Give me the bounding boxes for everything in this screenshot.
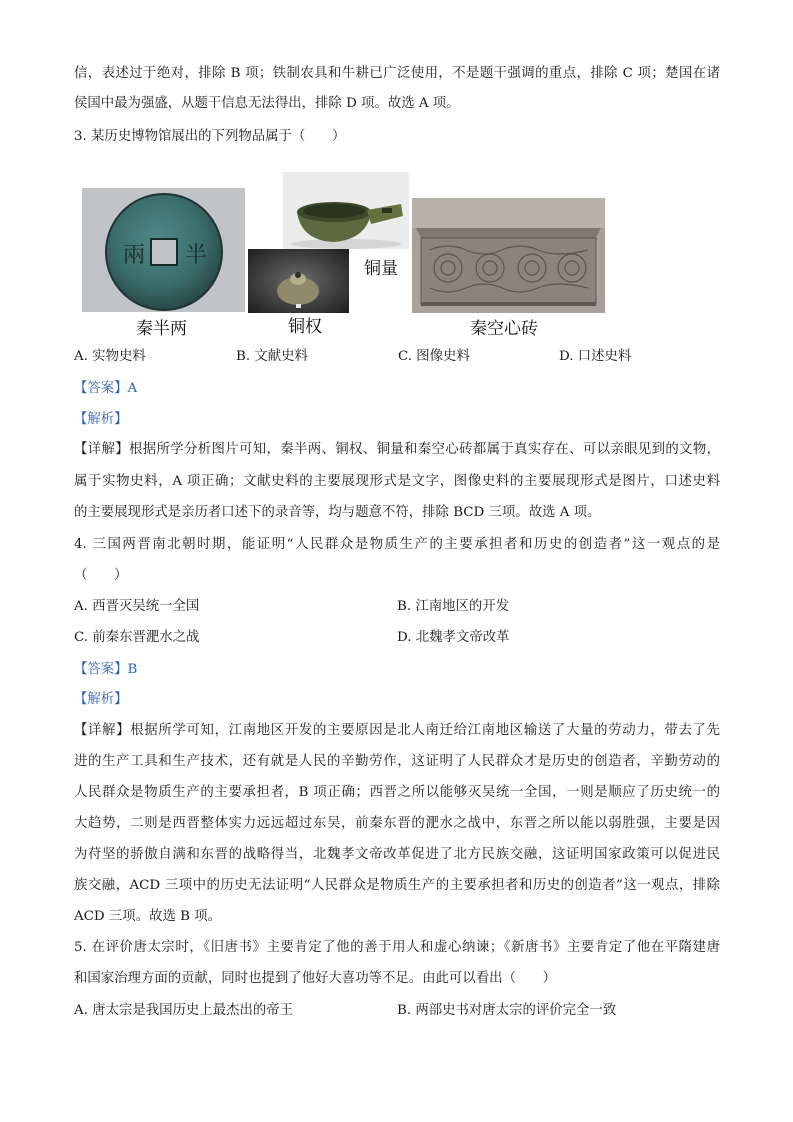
question-4-stem-cont: （ ） <box>74 568 128 583</box>
coin-glyph-left: 兩 <box>122 243 146 268</box>
q4-analysis-label: 【解析】 <box>74 692 128 707</box>
coin-glyph-right: 半 <box>184 243 208 268</box>
q3-detail-line: 的主要展现形式是亲历者口述下的录音等，均与题意不符，排除 BCD 三项。故选 A 项。 <box>74 505 601 520</box>
caption-measure: 铜量 <box>364 259 398 279</box>
q3-detail-line: 【详解】根据所学分析图片可知，秦半两、铜权、铜量和秦空心砖都属于真实存在、可以亲眼见到的文物， <box>74 442 720 457</box>
q5-option-b: B. 两部史书对唐太宗的评价完全一致 <box>397 1003 617 1018</box>
q4-detail-line: 【详解】根据所学可知，江南地区开发的主要原因是北人南迁给江南地区输送了大量的劳动力，带去了先 <box>74 723 720 738</box>
brick-image <box>412 198 605 313</box>
q3-option-d: D. 口述史料 <box>559 349 632 364</box>
coin-square-hole <box>151 239 177 265</box>
q4-detail-line: 大趋势，二则是西晋整体实力远远超过东吴，前秦东晋的淝水之战中，东晋之所以能以弱胜强，主要是因 <box>74 816 720 831</box>
q4-option-a: A. 西晋灭吴统一全国 <box>74 599 200 614</box>
q3-answer: 【答案】A <box>74 381 138 396</box>
question-5-stem-cont: 和国家治理方面的贡献，同时也提到了他好大喜功等不足。由此可以看出（ ） <box>74 971 557 986</box>
q4-detail-line: 进的生产工具和生产技术，还有就是人民的辛勤劳作，这证明了人民群众才是历史的创造者，辛勤劳动的 <box>74 754 720 769</box>
q4-answer: 【答案】B <box>74 662 138 677</box>
q4-detail-line: ACD 三项。故选 B 项。 <box>74 909 221 924</box>
q4-detail-line: 为苻坚的骄傲自满和东晋的战略得当，北魏孝文帝改革促进了北方民族交融，这证明国家政策可以促进民 <box>74 847 720 862</box>
q3-option-a: A. 实物史料 <box>74 349 146 364</box>
q4-option-d: D. 北魏孝文帝改革 <box>397 630 510 645</box>
coin-image <box>82 188 245 312</box>
question-4-stem: 4. 三国两晋南北朝时期，能证明“人民群众是物质生产的主要承担者和历史的创造者”这一观点的是 <box>74 537 720 552</box>
q4-detail-line: 族交融，ACD 三项中的历史无法证明“人民群众是物质生产的主要承担者和历史的创造者”这一观点，排除 <box>74 878 720 893</box>
q4-option-b: B. 江南地区的开发 <box>397 599 510 614</box>
q3-analysis-label: 【解析】 <box>74 412 128 427</box>
q3-option-c: C. 图像史料 <box>398 349 470 364</box>
caption-coin: 秦半两 <box>136 319 187 339</box>
question-3-stem: 3. 某历史博物馆展出的下列物品属于（ ） <box>74 129 346 144</box>
q5-option-a: A. 唐太宗是我国历史上最杰出的帝王 <box>74 1003 294 1018</box>
q3-option-b: B. 文献史料 <box>236 349 308 364</box>
question-5-stem: 5. 在评价唐太宗时，《旧唐书》主要肯定了他的善于用人和虚心纳谏；《新唐书》主要肯定了他在平隋建唐 <box>74 940 720 955</box>
caption-weight: 铜权 <box>288 317 322 337</box>
brick-top <box>416 228 601 238</box>
caption-brick: 秦空心砖 <box>470 319 538 339</box>
q3-detail-line: 属于实物史料，A 项正确；文献史料的主要展现形式是文字，图像史料的主要展现形式是图片，口述史料 <box>74 474 720 489</box>
paragraph-line: 侯国中最为强盛，从题干信息无法得出，排除 D 项。故选 A 项。 <box>74 96 460 111</box>
paragraph-line: 信，表述过于绝对，排除 B 项；铁制农具和牛耕已广泛使用，不是题干强调的重点，排除 C 项；楚国在诸 <box>74 66 720 81</box>
q4-option-c: C. 前秦东晋淝水之战 <box>74 630 200 645</box>
weight-image <box>248 249 349 313</box>
q4-detail-line: 人民群众是物质生产的主要承担者，B 项正确；西晋之所以能够灭吴统一全国，一则是顺应了历史统一的 <box>74 785 720 800</box>
measure-image <box>283 172 409 249</box>
